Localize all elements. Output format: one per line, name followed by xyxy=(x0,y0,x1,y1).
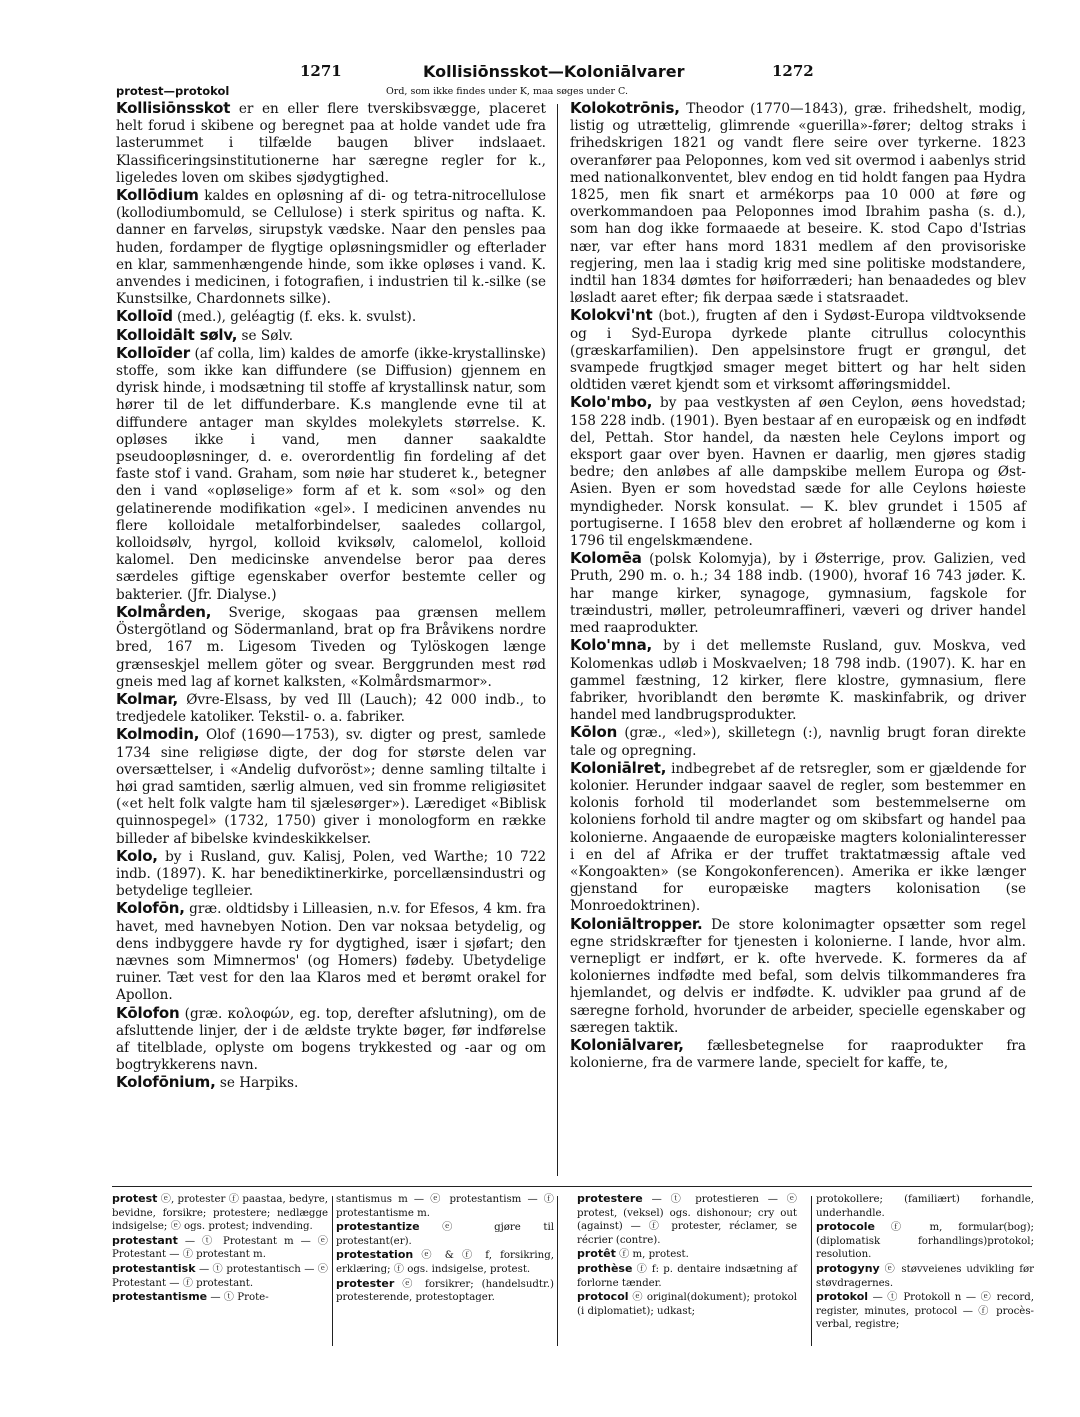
entry-text: ⓔ & ⓕ f, forsikring, erklæring; ⓕ ogs. indsigelse, protest. xyxy=(336,1250,554,1275)
right-column xyxy=(570,100,1026,1072)
headword: Koloniālret, xyxy=(570,758,667,777)
headword: protocole xyxy=(816,1220,875,1234)
dictionary-entry xyxy=(570,1037,1026,1072)
glossary-column-1 xyxy=(112,1192,328,1305)
page-number-right: 1272 xyxy=(772,62,814,80)
glossary-entry xyxy=(816,1262,1034,1290)
entry-text: kaldes en opløsning af di- og tetra-nitrocellulose (kollodiumbomuld, se Cellulose) i sterk spiritus og nafta. K. danner en farveløs, sirupstyk vædske. Naar den pensles paa huden, fordamper de flygtige opløsningsmidler og efterlader en klar, sammenhængende hinde, som ikke opløses i vand. K. anvendes i medicinen, i fotografien, i industrien til k.-silke (se Kunstsilke, Chardonnets silke). xyxy=(116,188,546,308)
glossary-entry xyxy=(816,1192,1034,1220)
glossary-entry xyxy=(577,1247,797,1262)
entry-text: ⓕ m, formular(bog); (diplomatisk forhandlings)protokol; resolution. xyxy=(816,1222,1034,1261)
dictionary-entry xyxy=(116,604,546,691)
headword: Kolofōn, xyxy=(116,899,185,918)
entry-text: fællesbetegnelse for raaprodukter fra kolonierne, fra de varmere lande, specielt for kaffe, te, xyxy=(570,1037,1026,1072)
headword: Kolo, xyxy=(116,846,158,865)
entry-text: by paa vestkysten af øen Ceylon, øens hovedstad; 158 228 indb. (1901). Byen bestaar af en europæisk og en indfødt del, Pettah. Stor handel, da næsten hele Ceylons import og eksport gaar over byen. Havnen er daarlig, men gjøres stadig bedre; den anløbes af alle dampskibe mellem Europa og Øst-Asien. Byen er som hovedstad sæde for alle Ceylons høieste myndigheder. Norsk konsulat. — K. blev grundet i 1505 af portugiserne. I 1658 blev den erobret af hollænderne og kom i 1796 til engelskmændene. xyxy=(570,395,1026,550)
headword: Kolloīd xyxy=(116,307,173,326)
glossary-divider xyxy=(557,1196,558,1346)
entry-text: stantismus m — ⓔ protestantism — ⓕ protestantisme m. xyxy=(336,1194,554,1219)
glossary-column-2 xyxy=(336,1192,554,1305)
entry-text: ⓔ, protester ⓕ paastaa, bedyre, bevidne, forsikre; protestere; nedlægge indsigelse; ⓔ ogs. protest; indvending. xyxy=(112,1194,328,1233)
dictionary-entry xyxy=(116,308,546,326)
left-column xyxy=(116,100,546,1093)
dictionary-entry xyxy=(570,550,1026,637)
entry-text: er en eller flere tverskibsvægge, placeret helt forud i skibene og beregnet paa at holde vandet ude fra lasterummet i tilfælde baugen bliver indslaaet. Klassificeringsinstitutionerne har særegne regler for k., ligeledes loven om skibes sjødygtighed. xyxy=(116,101,546,186)
entry-text: ⓔ original(dokument); protokol (i diplomatiet); udkast; xyxy=(577,1292,797,1317)
headword: Kollisiōnsskot xyxy=(116,99,231,117)
headword: protestere xyxy=(577,1192,643,1205)
glossary-divider xyxy=(332,1196,333,1346)
glossary-entry xyxy=(112,1192,328,1234)
sub-header xyxy=(0,84,1080,100)
entry-text: ⓔ forsikrer; (handelsudtr.) protesterende, protestoptager. xyxy=(336,1278,554,1304)
headword: Kolo'mbo, xyxy=(570,393,653,412)
glossary-entry xyxy=(577,1262,797,1290)
entry-text: — ⓣ Prote- xyxy=(207,1292,269,1304)
dictionary-entry xyxy=(570,724,1026,759)
headword: protest xyxy=(112,1192,158,1205)
entry-text: (af colla, lim) kaldes de amorfe (ikke-krystallinske) stoffe, som ikke kan diffundere (se Diffusion) gjennem en dyrisk hinde, i modsætning til stoffe af krystallinsk natur, som hører til de let diffunderbare. K.s manglende evne til at diffundere antager man skyldes molekylets størrelse. K. opløses ikke i vand, men danner saakaldte pseudoopløsninger, d. e. overordentlig fin fordeling af det faste stof i vand. Graham, som nøie har studeret k., betegner den i vand «opløselige» form af et k. som «sol» og den gelatinerende modifikation «gel». I medicinen anvendes nu flere kolloidale metalforbindelser, saaledes collargol, kolloidsølv, hyrgol, kolloid kviksølv, calomelol, kolloid kalomel. Den medicinske anvendelse beror paa deres særdeles giftige egenskaber overfor bestemte celler og bakterier. (Jfr. Dialyse.) xyxy=(116,345,546,603)
headword: prothèse xyxy=(577,1261,633,1275)
headword: protester xyxy=(336,1276,395,1290)
headword: protêt xyxy=(577,1247,616,1261)
dictionary-entry xyxy=(570,100,1026,307)
entry-text: — ⓣ protestieren — ⓔ protest, (veksel) ogs. dishonour; cry out (against) — ⓕ protester, réclamer, se récrier (contre). xyxy=(577,1194,797,1246)
headword: Kolmodin, xyxy=(116,725,200,744)
headword: protestation xyxy=(336,1248,414,1262)
headword: Kolokotrōnis, xyxy=(570,99,680,117)
entry-text: ⓕ f: p. dentaire indsætning af forlorne tænder. xyxy=(577,1263,797,1289)
entry-text: indbegrebet af de retsregler, som er gjældende for kolonier. Herunder indgaar saavel de regler, som bestemmer en kolonis forhold til moderlandet som bestemmelserne om koloniens forhold til andre magter og om skibsfart og handel paa kolonierne. Angaaende de europæiske magters kolonialinteresser i en del af Afrika er der truffet traktatmæssig aftale ved «Kongoakten» (se Kongokonferencen). Amerika er ikke længer gjenstand for europæiske magters kolonisation (se Monroedoktrinen). xyxy=(570,760,1026,915)
entry-text: De store kolonimagter opsætter som regel egne stridskræfter for tjenesten i kolonierne. I lande, hvor alm. vernepligt er indført, er k. ofte hvervede. K. formeres da af koloniernes indfødte med befal, som delvis tilkommanderes fra hjemlandet, og delvis er indfødte. K. udvikler paa grund af de særegne forhold, hvorunder de arbeider, specielle egenskaber og særegen taktik. xyxy=(570,916,1026,1036)
dictionary-entry xyxy=(116,848,546,901)
glossary-entry xyxy=(112,1290,328,1305)
page-number-left: 1271 xyxy=(300,62,342,80)
headword: protogyny xyxy=(816,1261,880,1275)
entry-text: by i det mellemste Rusland, guv. Moskva, ved Kolomenkas udløb i Moskvaelven; 18 798 indb. (1907). K. har en gammel fæstning, 12 kirker, flere klostre, gymnasium, flere fabriker, hvoriblandt den berømte K. maskinfabrik, og driver handel med landbrugsprodukter. xyxy=(570,638,1026,724)
dictionary-entry xyxy=(116,1074,546,1092)
entry-text: ⓔ gjøre til protestant(er). xyxy=(336,1222,554,1247)
dictionary-entry xyxy=(116,100,546,187)
glossary-entry xyxy=(336,1192,554,1220)
headword: protestantize xyxy=(336,1220,420,1234)
dictionary-entry xyxy=(116,345,546,604)
entry-text: — ⓣ Protokoll n — ⓔ record, register, minutes, protocol — ⓕ procès-verbal, registre; xyxy=(816,1292,1034,1331)
dictionary-entry xyxy=(570,760,1026,916)
headword: Koloniālvarer, xyxy=(570,1035,684,1054)
entry-text: Theodor (1770—1843), græ. frihedshelt, modig, listig og utrættelig, glimrende «guerilla»-fører; deltog straks i frihedskrigen 1821 og vandt flere seire over tyrkerne. 1823 overanfører paa Peloponnes, kom ved sit overmod i aabenlys strid med nationalkonventet, blev endog en tid holdt fangen paa Hydra 1825, men fik snart et armékorps paa 10 000 at føre og overkommandoen paa Peloponnes imod Ibrahim pasha (s. d.), som han dog ikke formaaede at beseire. K. stod Capo d'Istrias nær, var efter hans mord 1831 medlem af den provisoriske regjering, men laa i stadig krig med sine politiske modstandere, indtil han 1834 dømtes for høiforræderi; han benaadedes og blev løsladt aaret efter; fik derpaa sæde i statsraadet. xyxy=(570,101,1026,307)
dictionary-entry xyxy=(570,307,1026,394)
page-header xyxy=(0,62,1080,86)
glossary-entry xyxy=(577,1192,797,1247)
dictionary-entry xyxy=(116,1005,546,1075)
dictionary-entry xyxy=(116,187,546,308)
entry-text: græ. oldtidsby i Lilleasien, n.v. for Efesos, 4 km. fra havet, med havnebyen Notion. Den var noksaa betydelig, og dens indbyggere havde ry for dygtighed, især i sjøfart; den nævnes som Mimnermos' (og Homers) fødeby. Ubetydelige ruiner. Tæt vest for den laa Klaros med et berømt orakel for Apollon. xyxy=(116,901,546,1004)
entry-text: Olof (1690—1753), sv. digter og prest, samlede 1734 sine religiøse digte, der dog for største delen var oversættelser, i «Andelig dufvoröst»; denne samling tiltalte i høi grad samtiden, særlig almuen, ved sin fromme religiøsitet («et helt folk valgte ham til sjælesørger»). Lærediget «Biblisk quinnospegel» (1732, 1750) giver i monologform en række billeder af bibelske kvindeskikkelser. xyxy=(116,727,546,847)
headword: protocol xyxy=(577,1290,629,1304)
headword: Kolomēa xyxy=(570,549,642,568)
entry-text: ⓔ støvveienes udvikling før støvdragernes. xyxy=(816,1263,1034,1289)
glossary-rule xyxy=(112,1186,1032,1187)
headword: Kolo'mna, xyxy=(570,636,653,655)
headword: Kolloīder xyxy=(116,343,190,362)
entry-text: se Harpiks. xyxy=(215,1075,299,1092)
entry-text: Sverige, skogaas paa grænsen mellem Östergötland og Södermanland, brat op fra Bråvikens nordre bred, 167 m. Ligesom Tiveden og Tylöskogen længe grænseskjel mellem göter og svear. Berggrunden mest rød gneis med lag af kornet kalksten, «Kolmårdsmarmor». xyxy=(116,604,546,690)
headword: Kōlon xyxy=(570,723,618,742)
entry-text: (polsk Kolomyja), by i Østerrige, prov. Galizien, ved Pruth, 290 m. o. h.; 34 188 indb. (1900), hvoraf 16 743 jøder. K. har mange kirker, synagoge, gymnasium, fagskole for træindustri, møller, petroleumraffineri, væveri og driver handel med raaprodukter. xyxy=(570,551,1026,637)
headword: protestant xyxy=(112,1233,178,1247)
entry-text: protokollere; (familiært) forhandle, underhandle. xyxy=(816,1194,1034,1219)
entry-text: Øvre-Elsass, by ved Ill (Lauch); 42 000 indb., to tredjedele katoliker. Tekstil- o. a. fabriker. xyxy=(116,691,546,726)
headword: protestantisme xyxy=(112,1290,208,1304)
entry-text: (græ. κολοφών, eg. top, derefter afslutning), om de afsluttende linjer, der i de ældste trykte bøger, før indførelse af titelblade, oplyste om bogens trykkested og -aar og om bogtrykkerens navn. xyxy=(116,1005,546,1074)
running-title: Kollisiōnsskot—Koloniālvarer xyxy=(423,62,685,81)
glossary-entry xyxy=(816,1220,1034,1262)
glossary-column-3 xyxy=(577,1192,797,1318)
glossary-divider xyxy=(811,1196,812,1346)
entry-text: ⓕ m, protest. xyxy=(615,1249,689,1261)
entry-text: — ⓣ Protestant m — ⓔ Protestant — ⓕ protestant m. xyxy=(112,1235,328,1261)
headword: Kolmården, xyxy=(116,602,212,621)
entry-text: by i Rusland, guv. Kalisj, Polen, ved Warthe; 10 722 indb. (1897). K. har benediktinerkirke, porcellænsindustri og betydelige teglleier. xyxy=(116,848,546,900)
glossary-entry xyxy=(816,1290,1034,1332)
glossary-entry xyxy=(112,1234,328,1262)
headword: Kolofōnium, xyxy=(116,1073,216,1092)
glossary-entry xyxy=(336,1220,554,1248)
dictionary-entry xyxy=(116,327,546,345)
glossary-entry xyxy=(577,1290,797,1318)
entry-text: se Sølv. xyxy=(237,327,294,344)
glossary-entry xyxy=(336,1248,554,1276)
headword: Kōlofon xyxy=(116,1003,180,1022)
headword: Koloniāltropper. xyxy=(570,914,703,933)
entry-text: — ⓣ protestantisch — ⓔ Protestant — ⓕ protestant. xyxy=(112,1263,328,1289)
header-note: Ord, som ikke findes under K, maa søges under C. xyxy=(386,86,628,97)
dictionary-entry xyxy=(116,900,546,1004)
dictionary-entry xyxy=(570,916,1026,1037)
headword: Kolokvi'nt xyxy=(570,306,653,325)
column-divider xyxy=(557,104,558,1176)
glossary-entry xyxy=(112,1262,328,1290)
glossary-column-4 xyxy=(816,1192,1034,1332)
headword: protokol xyxy=(816,1290,869,1304)
headword: Kolloidālt sølv, xyxy=(116,325,238,344)
glossary-entry xyxy=(336,1277,554,1305)
entry-text: (græ., «led»), skilletegn (:), navnlig brugt foran direkte tale og opregning. xyxy=(570,725,1026,759)
dictionary-entry xyxy=(570,394,1026,550)
headword: protestantisk xyxy=(112,1261,196,1275)
entry-text: (bot.), frugten af den i Sydøst-Europa vildtvoksende og i Syd-Europa dyrkede plante citrullus colocynthis (græskarfamilien). Den appelsinstore frugt er grøngul, det svampede frugtkjød smager meget bittert og har helt siden oldtiden været kjendt som et virksomt afføringsmiddel. xyxy=(570,308,1026,394)
headword: Kollōdium xyxy=(116,186,199,205)
dictionary-entry xyxy=(116,691,546,726)
dictionary-entry xyxy=(116,726,546,847)
glossary-section-label: protest—protokol xyxy=(116,84,230,98)
entry-text: (med.), geléagtig (f. eks. k. svulst). xyxy=(172,309,417,326)
dictionary-entry xyxy=(570,637,1026,724)
headword: Kolmar, xyxy=(116,689,179,708)
